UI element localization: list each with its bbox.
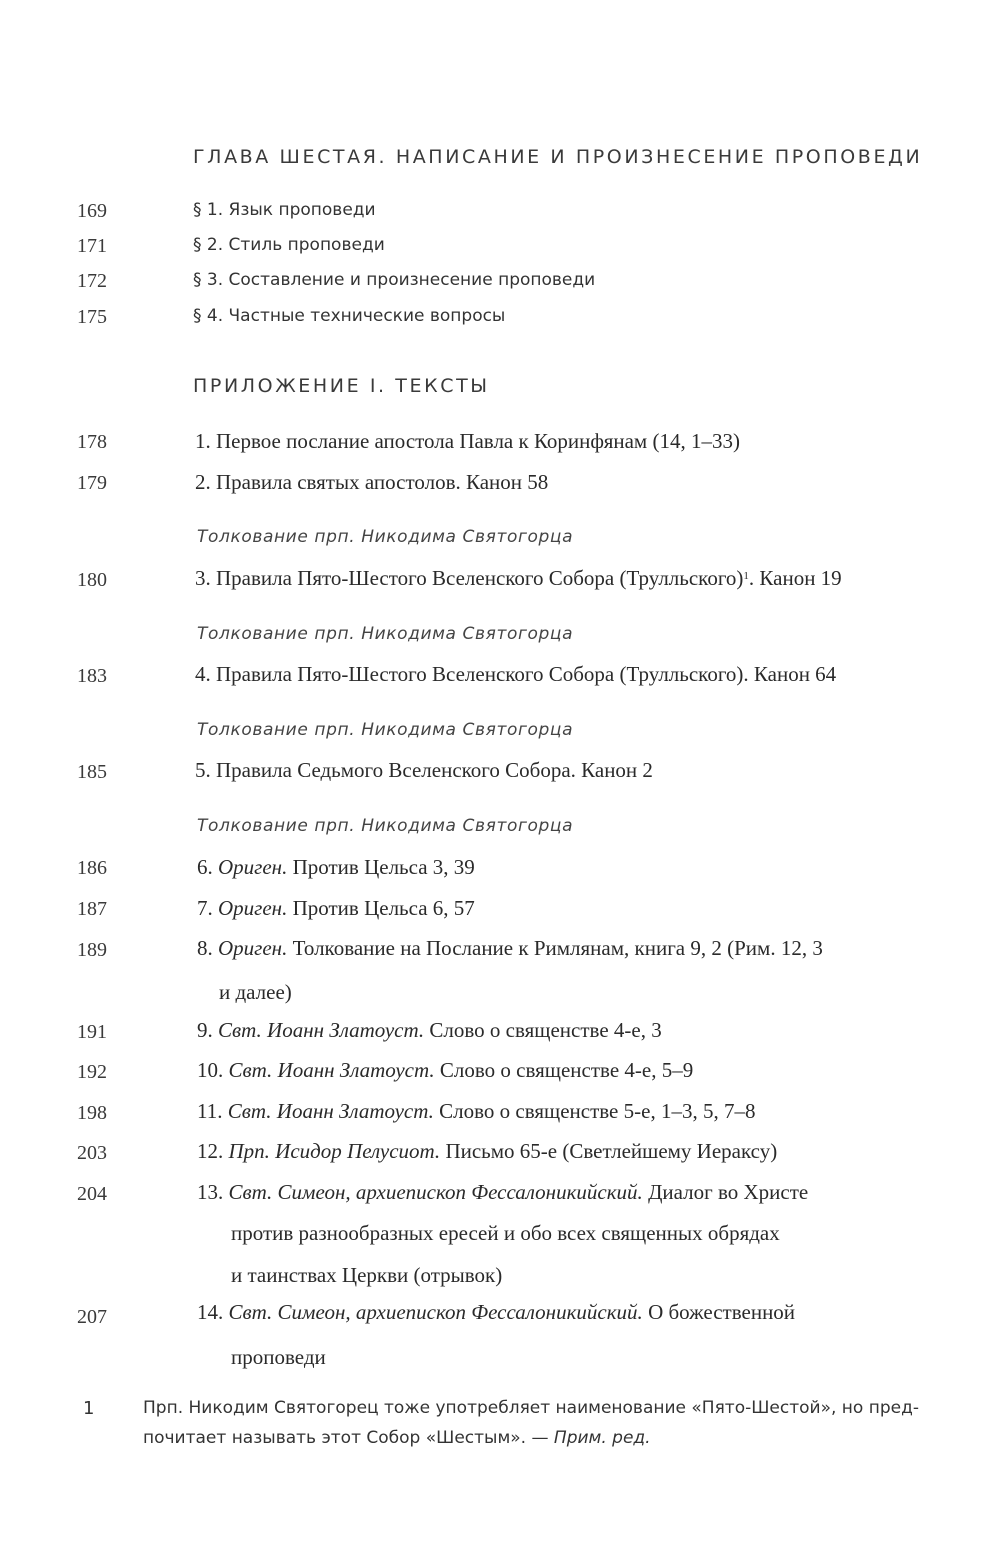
entry-title (197, 846, 475, 888)
entry-work: Против Цельса 6, 57 (292, 896, 475, 920)
footnote-text: почитает называть этот Собор «Шестым». — (143, 1428, 549, 1448)
entry-author: Свт. Иоанн Златоуст. (228, 1058, 435, 1082)
entry-work: Слово о священстве 4-е, 5–9 (439, 1058, 694, 1082)
entry-commentary-note: Толкование прп. Никодима Святогорца (197, 527, 574, 547)
entry-author: Свт. Иоанн Златоуст. (218, 1018, 425, 1042)
entry-work: Письмо 65-е (Светлейшему Иераксу) (445, 1139, 778, 1163)
entry-title (197, 1291, 795, 1333)
entry-page-number: 185 (77, 761, 107, 783)
entry-number: 10. (197, 1058, 224, 1082)
entry-author: Свт. Симеон, архиепископ Фессалоникийский. (228, 1300, 643, 1324)
entry-author: Свт. Иоанн Златоуст. (227, 1099, 434, 1123)
entry-title (197, 1171, 808, 1213)
section-page-number: 172 (77, 270, 107, 292)
entry-page-number: 192 (77, 1061, 107, 1083)
entry-title (197, 1049, 693, 1091)
entry-number: 6. (197, 855, 213, 879)
chapter-heading: ГЛАВА ШЕСТАЯ. НАПИСАНИЕ И ПРОИЗНЕСЕНИЕ ПРОПОВЕДИ (193, 146, 923, 168)
entry-title (197, 1090, 755, 1132)
entry-title (197, 887, 475, 929)
entry-author: Ориген. (218, 855, 288, 879)
entry-number: 14. (197, 1300, 224, 1324)
entry-work: Толкование на Послание к Римлянам, книга 9, 2 (Рим. 12, 3 (292, 936, 823, 960)
entry-author: Прп. Исидор Пелусиот. (228, 1139, 441, 1163)
entry-author: Свт. Симеон, архиепископ Фессалоникийский. (228, 1180, 643, 1204)
entry-page-number: 183 (77, 665, 107, 687)
entry-page-number: 179 (77, 472, 107, 494)
footnote-line (143, 1428, 651, 1448)
entry-author: Ориген. (218, 936, 288, 960)
entry-page-number: 187 (77, 898, 107, 920)
footnote-number: 1 (83, 1398, 95, 1419)
entry-continuation: и далее) (219, 980, 292, 1004)
entry-number: 12. (197, 1139, 224, 1163)
entry-work: Слово о священстве 4-е, 3 (429, 1018, 662, 1042)
entry-author: Ориген. (218, 896, 288, 920)
entry-number: 8. (197, 936, 213, 960)
entry-page-number: 180 (77, 569, 107, 591)
section-title: § 3. Составление и произнесение проповеди (193, 270, 596, 290)
footnote-line: Прп. Никодим Святогорец тоже употребляет наименование «Пято-Шестой», но пред- (143, 1398, 919, 1418)
entry-page-number: 191 (77, 1021, 107, 1043)
entry-page-number: 189 (77, 939, 107, 961)
entry-commentary-note: Толкование прп. Никодима Святогорца (197, 816, 574, 836)
entry-title-suffix: . Канон 19 (748, 566, 842, 590)
entry-page-number: 203 (77, 1142, 107, 1164)
entry-number: 11. (197, 1099, 223, 1123)
appendix-heading: ПРИЛОЖЕНИЕ I. ТЕКСТЫ (193, 375, 490, 397)
entry-number: 9. (197, 1018, 213, 1042)
entry-number: 7. (197, 896, 213, 920)
section-title: § 1. Язык проповеди (193, 200, 376, 220)
entry-page-number: 186 (77, 857, 107, 879)
entry-page-number: 207 (77, 1306, 107, 1328)
entry-commentary-note: Толкование прп. Никодима Святогорца (197, 624, 574, 644)
entry-continuation: и таинствах Церкви (отрывок) (231, 1263, 503, 1287)
entry-work: Против Цельса 3, 39 (292, 855, 475, 879)
entry-work: Слово о священстве 5-е, 1–3, 5, 7–8 (439, 1099, 756, 1123)
entry-number: 13. (197, 1180, 224, 1204)
entry-title: 1. Первое послание апостола Павла к Коринфянам (14, 1–33) (195, 429, 740, 453)
entry-page-number: 204 (77, 1183, 107, 1205)
entry-work: О божественной (648, 1300, 796, 1324)
section-page-number: 169 (77, 200, 107, 222)
entry-title: 2. Правила святых апостолов. Канон 58 (195, 470, 549, 494)
entry-title (197, 927, 823, 969)
entry-title (197, 1009, 662, 1051)
section-title: § 2. Стиль проповеди (193, 235, 385, 255)
entry-title: 5. Правила Седьмого Вселенского Собора. Канон 2 (195, 758, 653, 782)
entry-title: 4. Правила Пято-Шестого Вселенского Собора (Трулльского). Канон 64 (195, 662, 837, 686)
section-page-number: 171 (77, 235, 107, 257)
footnote-reference: 1 (743, 570, 749, 582)
entry-page-number: 198 (77, 1102, 107, 1124)
entry-page-number: 178 (77, 431, 107, 453)
entry-commentary-note: Толкование прп. Никодима Святогорца (197, 720, 574, 740)
footnote-editor-note: Прим. ред. (553, 1428, 651, 1448)
entry-work: Диалог во Христе (648, 1180, 809, 1204)
entry-title (197, 1130, 777, 1172)
section-title: § 4. Частные технические вопросы (193, 306, 506, 326)
section-page-number: 175 (77, 306, 107, 328)
entry-title-text: 3. Правила Пято-Шестого Вселенского Собора (Трулльского) (195, 566, 744, 590)
entry-continuation: против разнообразных ересей и обо всех священных обрядах (231, 1221, 780, 1245)
entry-continuation: проповеди (231, 1345, 326, 1369)
entry-title (195, 557, 842, 599)
